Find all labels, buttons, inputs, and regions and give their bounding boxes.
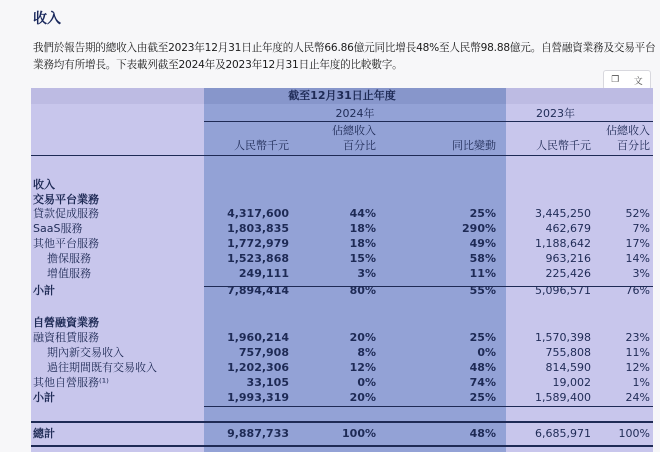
row-label: 小計 [33,284,55,297]
cell-rmb-2023: 1,570,398 [535,331,591,344]
row-label: 擔保服務 [47,252,91,265]
cell-rmb-2024: 9,887,733 [227,427,289,440]
row-label: 融資租賃服務 [33,331,99,344]
cell-rmb-2024: 1,523,868 [227,252,289,265]
cell-rmb-2024: 1,772,979 [227,237,289,250]
cell-yoy: 48% [469,361,496,374]
cell-rmb-2023: 6,685,971 [535,427,591,440]
cell-pct-2024: 15% [349,252,376,265]
copy-icon[interactable]: ❐ [611,75,620,85]
cell-pct-2023: 12% [625,361,650,374]
cell-rmb-2024: 757,908 [238,346,289,359]
cell-yoy: 55% [469,284,496,297]
row-label: 增值服務 [47,267,91,280]
cell-rmb-2024: 33,105 [246,376,289,389]
row-label: 其他自營服務⁽¹⁾ [33,376,109,389]
cell-pct-2024: 12% [349,361,376,374]
cell-yoy: 25% [469,207,496,220]
row-label: 小計 [33,391,55,404]
cell-pct-2023: 24% [625,391,650,404]
cell-rmb-2023: 5,096,571 [535,284,591,297]
row-label: 自營融資業務 [33,316,99,329]
cell-pct-2023: 14% [625,252,650,265]
cell-pct-2024: 0% [357,376,376,389]
cell-rmb-2024: 1,803,835 [227,222,289,235]
cell-yoy: 11% [469,267,496,280]
cell-pct-2023: 100% [618,427,650,440]
cell-yoy: 290% [462,222,496,235]
rule-2023 [506,121,653,122]
cell-rmb-2024: 249,111 [238,267,289,280]
cell-pct-2024: 20% [349,331,376,344]
row-label: 其他平台服務 [33,237,99,250]
col-pct-2023-l2: 百分比 [617,139,650,152]
translate-icon[interactable]: 文 [633,76,643,87]
year-2023-header: 2023年 [536,107,575,120]
row-label: 交易平台業務 [33,193,99,206]
cell-rmb-2023: 19,002 [552,376,591,389]
cell-pct-2024: 18% [349,222,376,235]
cell-pct-2023: 52% [625,207,650,220]
rule-2024 [204,121,506,122]
cell-rmb-2023: 755,808 [545,346,591,359]
section-title: 收入 [33,11,61,27]
cell-pct-2024: 18% [349,237,376,250]
cell-rmb-2023: 225,426 [545,267,591,280]
intro-paragraph: 我們於報告期的總收入由截至2023年12月31日止年度的人民幣66.86億元同比增長48%至人民幣98.88億元。自營融資業務及交易平台業務均有所增長。下表載列截至2024年及2023年12月31日止年度的比較數字。 [33,42,656,71]
col-pct-2024-l2: 百分比 [343,139,376,152]
row-label: 貸款促成服務 [33,207,99,220]
cell-rmb-2023: 963,216 [545,252,591,265]
total-rule-top [31,421,653,423]
total-rule-bottom [31,445,653,447]
cell-rmb-2024: 1,202,306 [227,361,289,374]
col-rmb-2024: 人民幣千元 [234,139,289,152]
cell-pct-2023: 7% [632,222,650,235]
cell-yoy: 74% [469,376,496,389]
cell-pct-2023: 76% [625,284,650,297]
cell-pct-2024: 8% [357,346,376,359]
cell-yoy: 48% [469,427,496,440]
cell-pct-2024: 20% [349,391,376,404]
cell-pct-2023: 23% [625,331,650,344]
row-label: 過往期間既有交易收入 [47,361,157,374]
cell-pct-2024: 80% [349,284,376,297]
cell-rmb-2023: 1,589,400 [535,391,591,404]
cell-yoy: 58% [469,252,496,265]
header-rule [31,155,653,156]
cell-rmb-2024: 1,993,319 [227,391,289,404]
row-label: 收入 [33,178,55,191]
cell-pct-2023: 11% [625,346,650,359]
cell-yoy: 0% [477,346,496,359]
cell-rmb-2023: 462,679 [545,222,591,235]
cell-rmb-2024: 1,960,214 [227,331,289,344]
revenue-table [31,88,653,452]
floating-toolbar [603,70,651,90]
cell-rmb-2024: 4,317,600 [227,207,289,220]
cell-yoy: 49% [469,237,496,250]
col-pct-2024-l1: 佔總收入 [332,124,376,137]
cell-rmb-2023: 3,445,250 [535,207,591,220]
row-label: 期內新交易收入 [47,346,124,359]
cell-pct-2024: 100% [342,427,376,440]
cell-pct-2024: 44% [349,207,376,220]
year-2024-header: 2024年 [335,107,375,120]
subtotal-rule-2 [204,406,653,407]
cell-rmb-2023: 1,188,642 [535,237,591,250]
cell-pct-2023: 1% [632,376,650,389]
col-yoy: 同比變動 [452,139,496,152]
cell-pct-2023: 3% [632,267,650,280]
cell-rmb-2023: 814,590 [545,361,591,374]
row-label: 總計 [33,427,55,440]
cell-pct-2024: 3% [357,267,376,280]
period-header: 截至12月31日止年度 [288,89,396,102]
cell-pct-2023: 17% [625,237,650,250]
col-rmb-2023: 人民幣千元 [536,139,591,152]
cell-yoy: 25% [469,331,496,344]
col-pct-2023-l1: 佔總收入 [606,124,650,137]
row-label: SaaS服務 [33,222,83,235]
cell-rmb-2024: 7,894,414 [227,284,289,297]
cell-yoy: 25% [469,391,496,404]
